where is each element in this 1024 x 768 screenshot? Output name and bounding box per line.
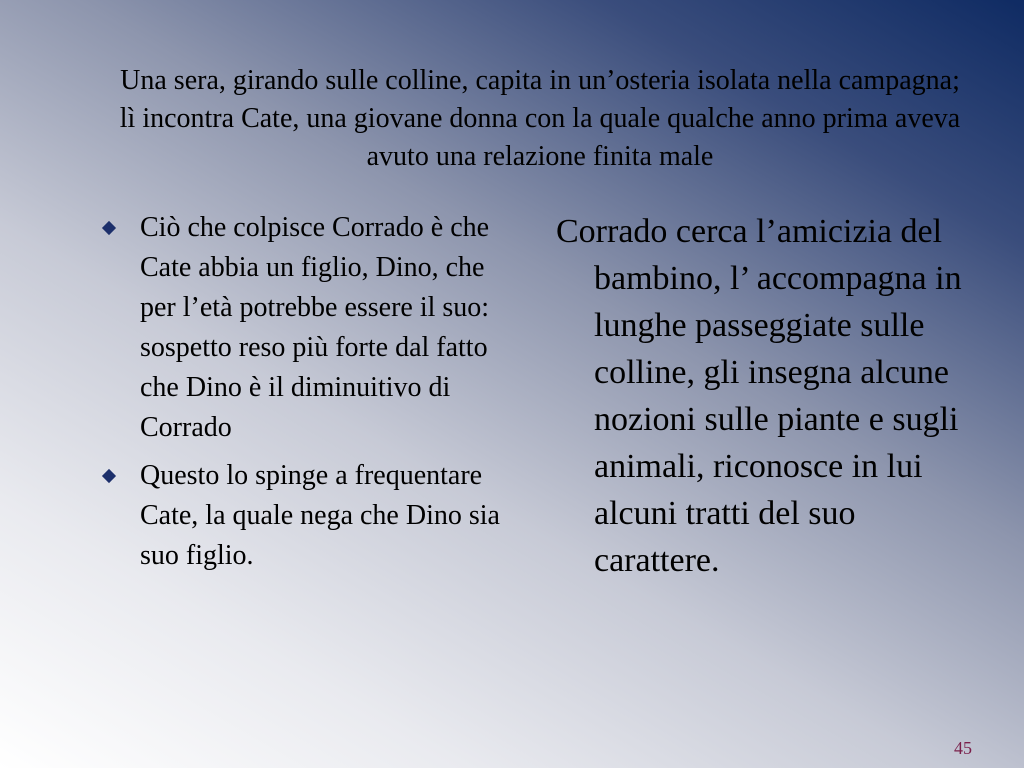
left-column: [96, 208, 526, 584]
right-column: [556, 208, 976, 584]
right-paragraph: Corrado cerca l’amicizia del bambino, l’ accompagna in lunghe passeggiate sulle colline, gli insegna alcune nozioni sulle piante e sugli animali, riconosce in lui alcuni tratti del suo carattere.: [556, 213, 962, 579]
diamond-bullet-icon: [102, 469, 116, 483]
bullet-item: [96, 456, 526, 576]
page-number: 45: [954, 738, 972, 758]
bullet-text: Ciò che colpisce Corrado è che Cate abbia un figlio, Dino, che per l’età potrebbe essere il suo: sospetto reso più forte dal fatto che Dino è il diminuitivo di Corrado: [140, 212, 490, 443]
bullet-text: Questo lo spinge a frequentare Cate, la quale nega che Dino sia suo figlio.: [140, 460, 500, 571]
diamond-bullet-icon: [102, 221, 116, 235]
bullet-item: [96, 208, 526, 448]
slide-title: Una sera, girando sulle colline, capita in un’osteria isolata nella campagna; lì incontra Cate, una giovane donna con la quale qualche anno prima aveva avuto una relazione finita male: [119, 65, 961, 172]
